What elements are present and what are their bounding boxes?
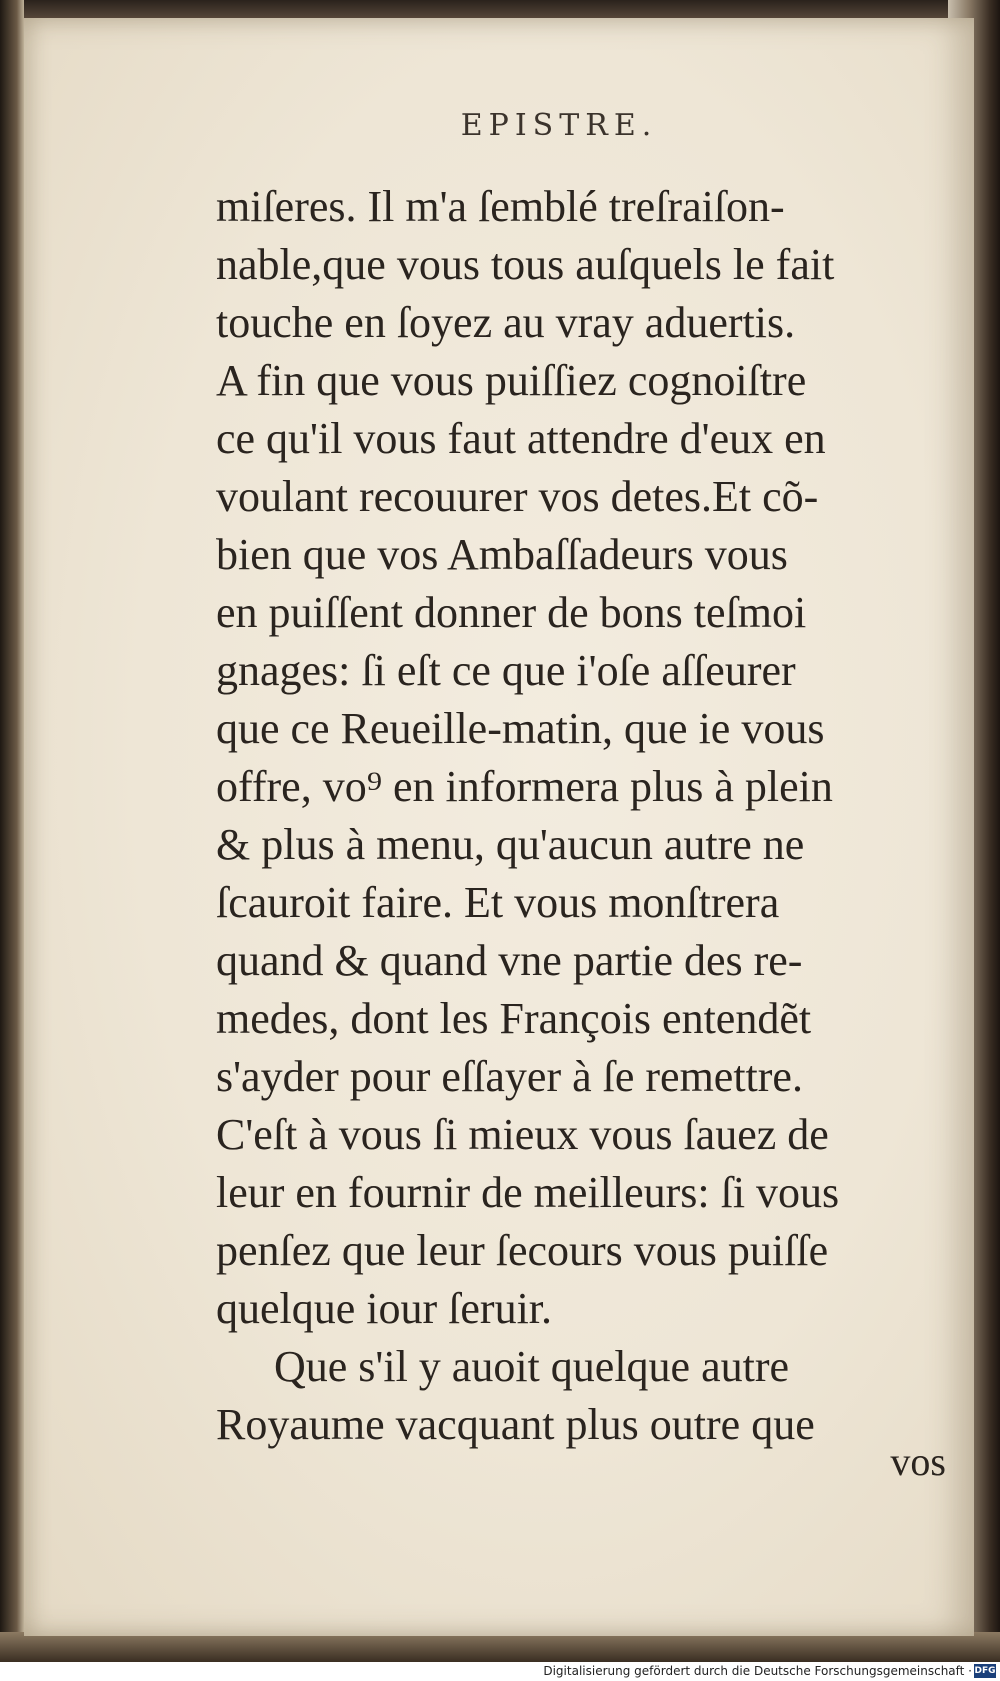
paragraph-first-line: Que s'il y auoit quelque autre <box>274 1342 790 1391</box>
text-line: offre, vo⁹ en informera plus à plein <box>216 762 833 811</box>
text-line: gnages: ſi eſt ce que i'oſe aſſeurer <box>216 646 796 695</box>
text-line: bien que vos Ambaſſadeurs vous <box>216 530 788 579</box>
text-line: que ce Reueille-matin, que ie vous <box>216 704 825 753</box>
text-line: ſcauroit faire. Et vous monſtrera <box>216 878 780 927</box>
text-line: A fin que vous puiſſiez cognoiſtre <box>216 356 807 405</box>
text-line: leur en fournir de meilleurs: ſi vous <box>216 1168 840 1217</box>
book-edge-top <box>0 0 1000 20</box>
text-line: ce qu'il vous faut attendre d'eux en <box>216 414 826 463</box>
text-line: & plus à menu, qu'aucun autre ne <box>216 820 805 869</box>
text-line: quelque iour ſeruir. <box>216 1284 553 1333</box>
catchword: vos <box>890 1439 946 1484</box>
text-line: penſez que leur ſecours vous puiſſe <box>216 1226 829 1275</box>
text-line: touche en ſoyez au vray aduertis. <box>216 298 796 347</box>
text-line: s'ayder pour eſſayer à ſe remettre. <box>216 1052 803 1101</box>
book-edge-left <box>0 0 24 1660</box>
text-line: C'eſt à vous ſi mieux vous ſauez de <box>216 1110 829 1159</box>
book-page <box>24 18 974 1636</box>
text-line: en puiſſent donner de bons teſmoi <box>216 588 807 637</box>
text-block <box>216 178 946 1454</box>
text-line: medes, dont les François entendẽt <box>216 994 812 1043</box>
text-line: quand & quand vne partie des re- <box>216 936 803 985</box>
running-head: EPISTRE. <box>460 108 658 143</box>
text-line: miſeres. Il m'a ſemblé treſraiſon- <box>216 182 785 231</box>
book-edge-bottom <box>0 1632 1000 1662</box>
text-line: nable,que vous tous auſquels le fait <box>216 240 835 289</box>
footer-credit: Digitalisierung gefördert durch die Deutsche Forschungsgemeinschaft · <box>543 1664 972 1678</box>
text-line: Royaume vacquant plus outre que <box>216 1400 815 1449</box>
dfg-logo-icon: DFG <box>974 1666 996 1676</box>
text-line: voulant recouurer vos detes.Et cõ- <box>216 472 819 521</box>
